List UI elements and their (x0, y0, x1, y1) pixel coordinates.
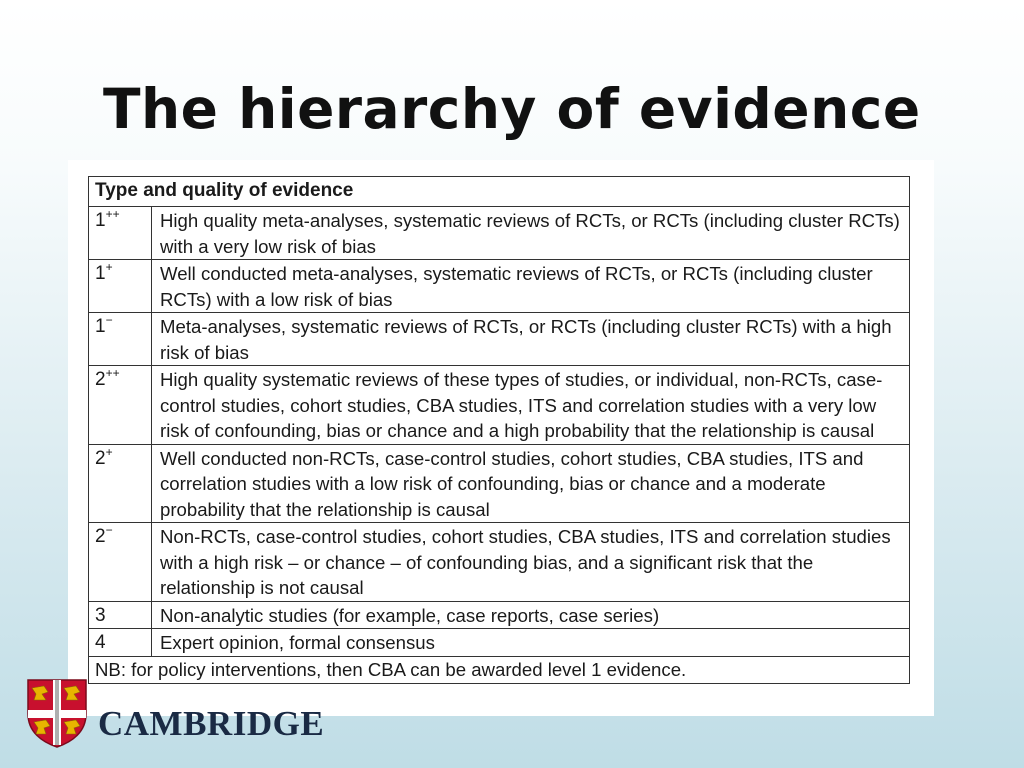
evidence-level: 1++ (89, 207, 152, 260)
table-header: Type and quality of evidence (89, 177, 910, 207)
table-row (89, 207, 910, 260)
evidence-description: Well conducted meta-analyses, systematic reviews of RCTs, or RCTs (including cluster RCTs) with a low risk of bias (152, 260, 910, 313)
evidence-level: 4 (89, 629, 152, 657)
evidence-level: 2++ (89, 366, 152, 445)
evidence-hierarchy-table (88, 176, 910, 684)
evidence-description: High quality systematic reviews of these types of studies, or individual, non-RCTs, case-control studies, cohort studies, CBA studies, ITS and correlation studies with a very low risk of confounding, bias or chance and a high probability that the relationship is causal (152, 366, 910, 445)
evidence-description: Non-analytic studies (for example, case reports, case series) (152, 601, 910, 629)
evidence-description: Well conducted non-RCTs, case-control studies, cohort studies, CBA studies, ITS and correlation studies with a low risk of confounding, bias or chance and a moderate probability that the relationship is causal (152, 444, 910, 523)
evidence-level: 2+ (89, 444, 152, 523)
table-row (89, 260, 910, 313)
table-row (89, 523, 910, 602)
table-row (89, 629, 910, 657)
evidence-level: 2− (89, 523, 152, 602)
evidence-level: 3 (89, 601, 152, 629)
evidence-level: 1− (89, 313, 152, 366)
evidence-description: Non-RCTs, case-control studies, cohort studies, CBA studies, ITS and correlation studies with a high risk – or chance – of confounding bias, and a significant risk that the relationship is not causal (152, 523, 910, 602)
table-footnote-row (89, 656, 910, 683)
table-row (89, 366, 910, 445)
university-crest-icon (26, 678, 88, 748)
table-header-row (89, 177, 910, 207)
university-logo-text: CAMBRIDGE (98, 704, 325, 743)
table-footnote: NB: for policy interventions, then CBA can be awarded level 1 evidence. (89, 656, 910, 683)
evidence-description: Meta-analyses, systematic reviews of RCTs, or RCTs (including cluster RCTs) with a high risk of bias (152, 313, 910, 366)
evidence-description: High quality meta-analyses, systematic reviews of RCTs, or RCTs (including cluster RCTs) with a very low risk of bias (152, 207, 910, 260)
table-row (89, 601, 910, 629)
evidence-description: Expert opinion, formal consensus (152, 629, 910, 657)
table-row (89, 313, 910, 366)
evidence-level: 1+ (89, 260, 152, 313)
slide-title: The hierarchy of evidence (103, 77, 921, 141)
table-row (89, 444, 910, 523)
